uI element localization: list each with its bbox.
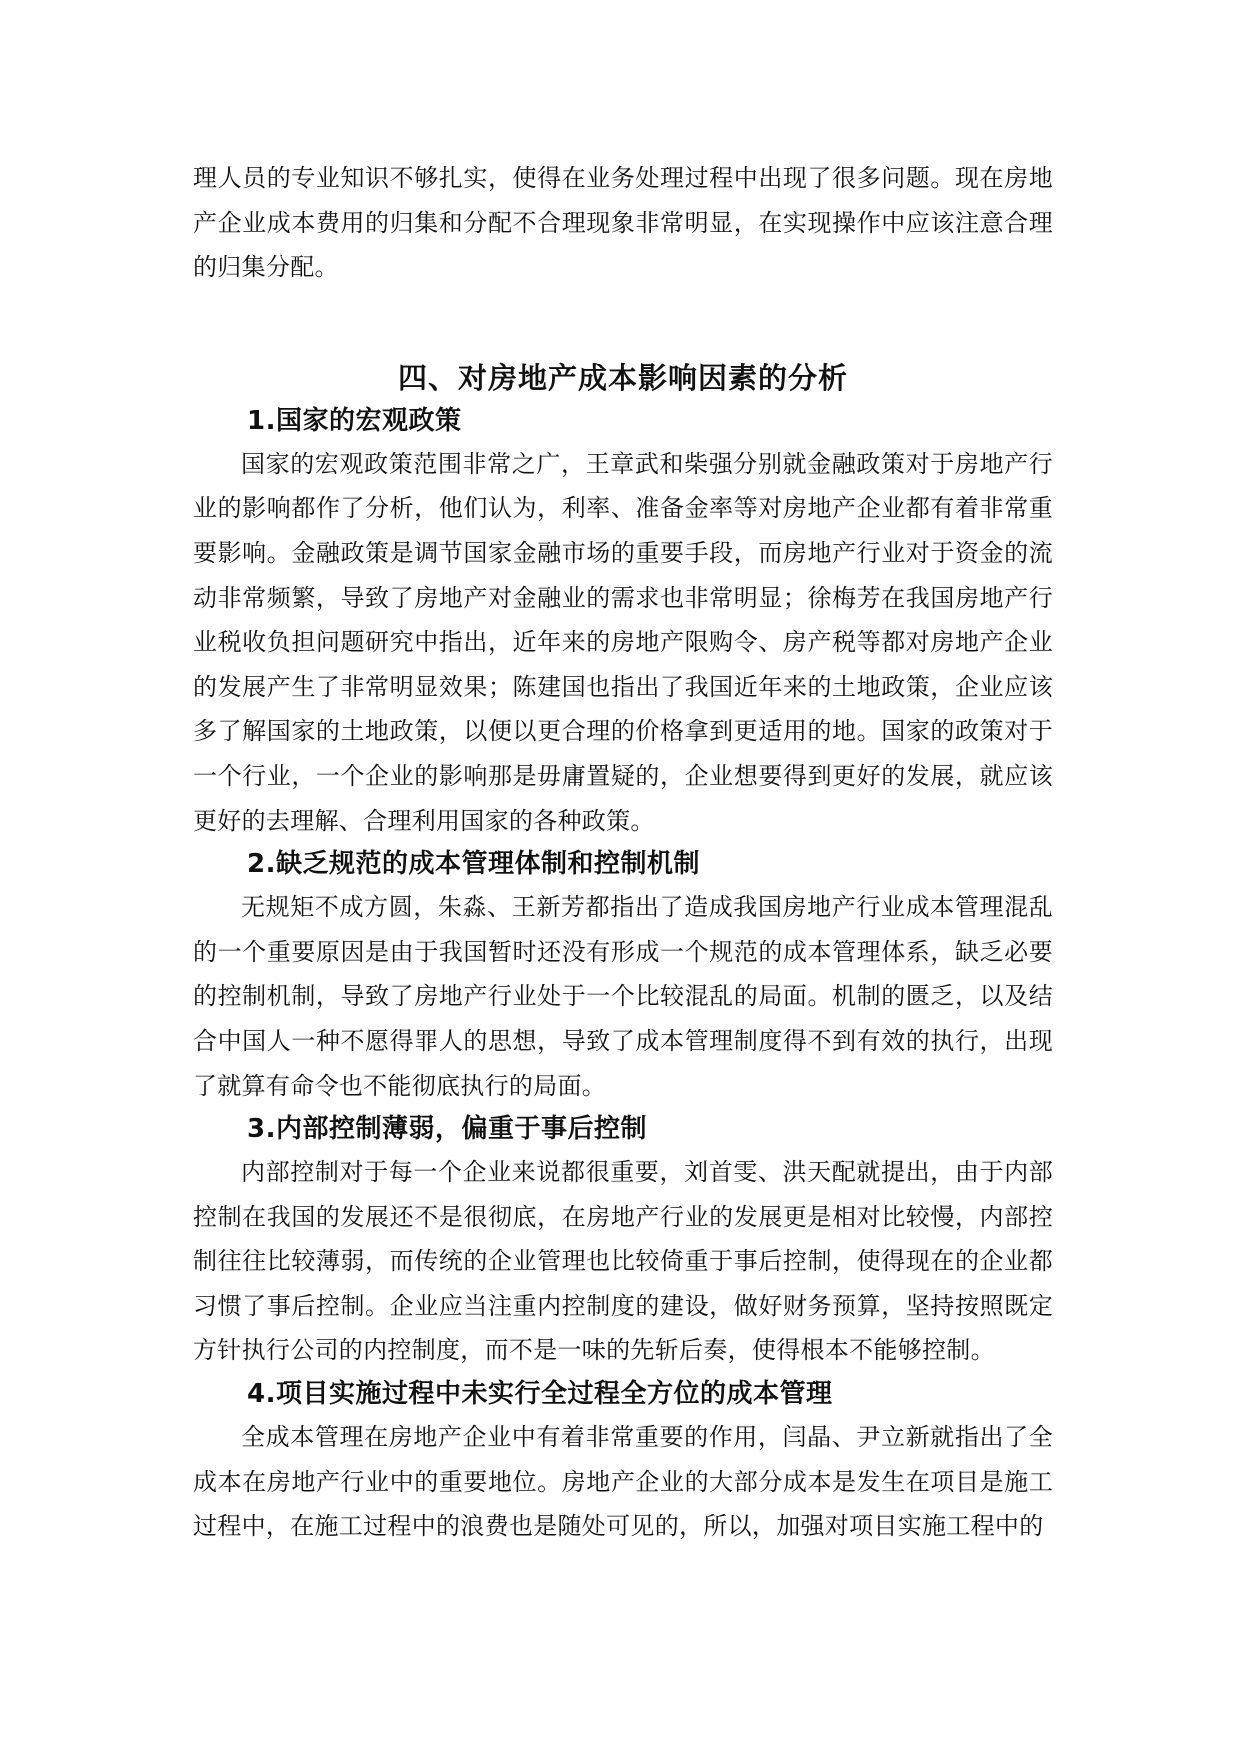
section-heading: 3.内部控制薄弱，偏重于事后控制 [247, 1114, 647, 1145]
section-3 [193, 1108, 1053, 1373]
section-heading: 1.国家的宏观政策 [247, 405, 462, 436]
section-body: 无规矩不成方圆，朱淼、王新芳都指出了造成我国房地产行业成本管理混乱的一个重要原因是由于我国暂时还没有形成一个规范的成本管理体系，缺乏必要的控制机制，导致了房地产行业处于一个比较混乱的局面。机制的匮乏，以及结合中国人一种不愿得罪人的思想，导致了成本管理制度得不到有效的执行，出现了就算有命令也不能彻底执行的局面。 [193, 893, 1053, 1100]
section-4 [193, 1373, 1053, 1549]
document-page [193, 156, 1053, 1549]
section-heading: 2.缺乏规范的成本管理体制和控制机制 [247, 849, 700, 880]
section-2 [193, 843, 1053, 1108]
section-body: 内部控制对于每一个企业来说都很重要，刘首雯、洪天配就提出，由于内部控制在我国的发展还不是很彻底，在房地产行业的发展更是相对比较慢，内部控制往往比较薄弱，而传统的企业管理也比较倚重于事后控制，使得现在的企业都习惯了事后控制。企业应当注重内控制度的建设，做好财务预算，坚持按照既定方针执行公司的内控制度，而不是一味的先斩后奏，使得根本不能够控制。 [193, 1158, 1053, 1365]
chapter-title: 四、对房地产成本影响因素的分析 [397, 360, 848, 395]
section-heading: 4.项目实施过程中未实行全过程全方位的成本管理 [247, 1379, 833, 1410]
intro-paragraph: 理人员的专业知识不够扎实，使得在业务处理过程中出现了很多问题。现在房地产企业成本费用的归集和分配不合理现象非常明显，在实现操作中应该注意合理的归集分配。 [193, 164, 1053, 282]
section-body: 国家的宏观政策范围非常之广，王章武和柴强分别就金融政策对于房地产行业的影响都作了分析，他们认为，利率、准备金率等对房地产企业都有着非常重要影响。金融政策是调节国家金融市场的重要手段，而房地产行业对于资金的流动非常频繁，导致了房地产对金融业的需求也非常明显；徐梅芳在我国房地产行业税收负担问题研究中指出，近年来的房地产限购令、房产税等都对房地产企业的发展产生了非常明显效果；陈建国也指出了我国近年来的土地政策，企业应该多了解国家的土地政策，以便以更合理的价格拿到更适用的地。国家的政策对于一个行业，一个企业的影响那是毋庸置疑的，企业想要得到更好的发展，就应该更好的去理解、合理利用国家的各种政策。 [193, 449, 1053, 835]
section-body: 全成本管理在房地产企业中有着非常重要的作用，闫晶、尹立新就指出了全成本在房地产行业中的重要地位。房地产企业的大部分成本是发生在项目是施工过程中，在施工过程中的浪费也是随处可见的，所以，加强对项目实施工程中的 [193, 1423, 1053, 1541]
section-1 [193, 400, 1053, 843]
